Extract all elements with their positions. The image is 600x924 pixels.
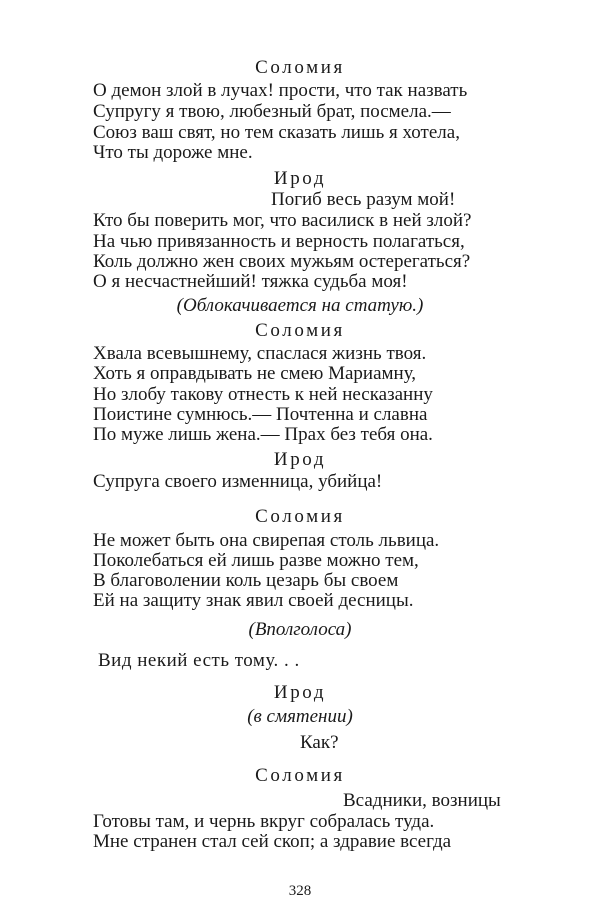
verse-line: Как?: [300, 732, 339, 753]
verse-line: В благоволении коль цезарь бы своем: [93, 570, 399, 591]
verse-line: Коль должно жен своих мужьям остерегаться?: [93, 251, 471, 272]
stage-direction: (Вполголоса): [248, 619, 352, 640]
verse-line: Не может быть она свирепая столь львица.: [93, 530, 440, 551]
speaker-name: Ирод: [273, 449, 327, 470]
verse-line: Но злобу такову отнесть к ней несказанну: [93, 384, 433, 405]
speaker-name: Соломия: [255, 765, 345, 786]
verse-line: Мне странен стал сей скоп; а здравие всегда: [93, 831, 452, 852]
verse-line: Хоть я оправдывать не смею Мариамну,: [93, 363, 417, 384]
stage-direction: (Облокачивается на статую.): [176, 295, 424, 316]
verse-line: На чью привязанность и верность полагаться,: [93, 231, 465, 252]
verse-line: Что ты дороже мне.: [93, 142, 253, 163]
verse-line: Вид некий есть тому. . .: [98, 650, 300, 671]
speaker-name: Соломия: [255, 506, 345, 527]
speaker-name: Ирод: [273, 682, 327, 703]
speaker-name: Ирод: [273, 168, 327, 189]
verse-line: Супругу я твою, любезный брат, посмела.—: [93, 101, 451, 122]
verse-line: Супруга своего изменница, убийца!: [93, 471, 383, 492]
speaker-name: Соломия: [255, 57, 345, 78]
verse-line: Поистине сумнюсь.— Почтенна и славна: [93, 404, 428, 425]
verse-line: О я несчастнейший! тяжка судьба моя!: [93, 271, 408, 292]
verse-line: Кто бы поверить мог, что василиск в ней злой?: [93, 210, 472, 231]
stage-direction: (в смятении): [247, 706, 353, 727]
speaker-name: Соломия: [255, 320, 345, 341]
verse-line: Поколебаться ей лишь разве можно тем,: [93, 550, 419, 571]
verse-line: Союз ваш свят, но тем сказать лишь я хотела,: [93, 122, 460, 143]
verse-line: О демон злой в лучах! прости, что так назвать: [93, 80, 468, 101]
verse-line: Ей на защиту знак явил своей десницы.: [93, 590, 414, 611]
verse-line: Хвала всевышнему, спаслася жизнь твоя.: [93, 343, 427, 364]
verse-line: Всадники, возницы: [343, 790, 501, 811]
verse-line: Готовы там, и чернь вкруг собралась туда.: [93, 811, 435, 832]
verse-line: Погиб весь разум мой!: [271, 189, 456, 210]
page-number: 328: [288, 883, 312, 899]
verse-line: По муже лишь жена.— Прах без тебя она.: [93, 424, 433, 445]
